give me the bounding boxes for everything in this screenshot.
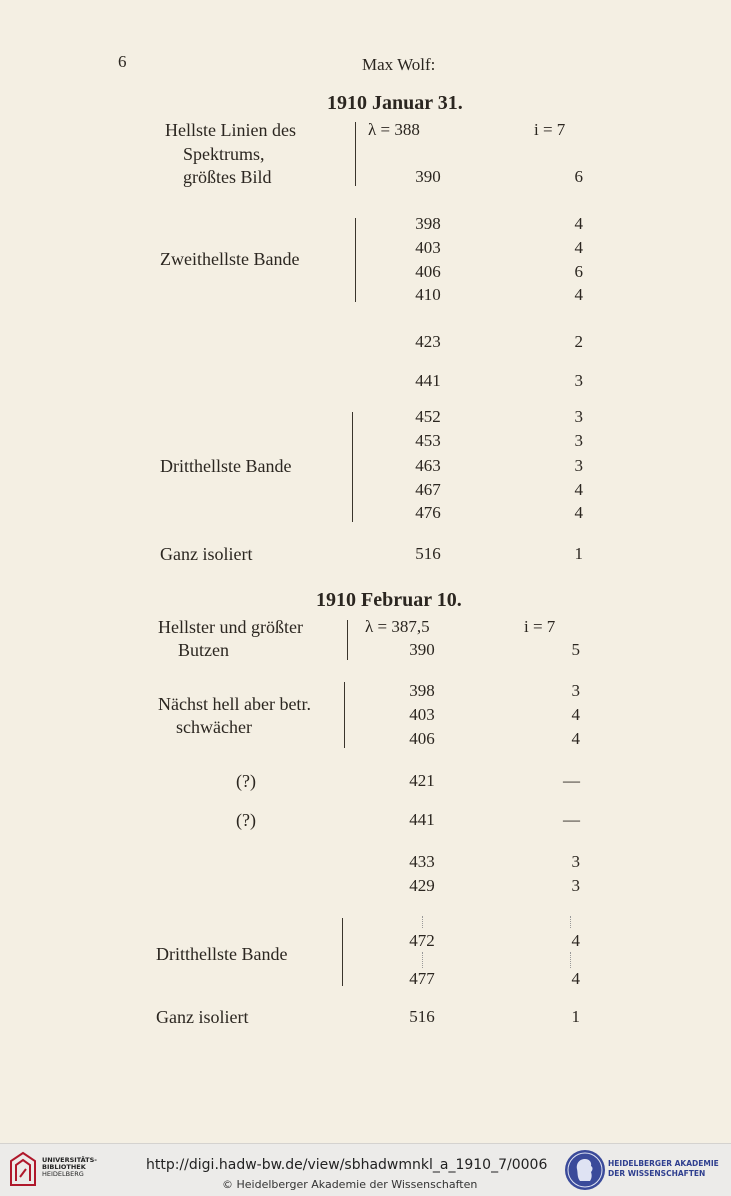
label-hellste-line2: Spektrums,: [183, 144, 265, 164]
intensity-value: —: [563, 771, 580, 790]
wavelength-value: 467: [415, 480, 441, 499]
wavelength-value: 441: [409, 810, 435, 829]
label-hellste-line1: Hellste Linien des: [165, 120, 296, 140]
wavelength-value: 452: [415, 407, 441, 426]
academy-name: HEIDELBERGER AKADEMIE DER WISSENSCHAFTEN: [608, 1159, 719, 1178]
wavelength-value: 516: [415, 544, 441, 563]
intensity-value: 4: [571, 705, 580, 724]
intensity-value: 2: [574, 332, 583, 351]
intensity-value: 5: [571, 640, 580, 659]
intensity-value: 4: [574, 285, 583, 304]
wavelength-value: 463: [415, 456, 441, 475]
intensity-value: 6: [574, 262, 583, 281]
label-ganz-isoliert-2: Ganz isoliert: [156, 1007, 249, 1027]
intensity-value: 4: [571, 931, 580, 950]
intensity-value: 4: [571, 969, 580, 988]
wavelength-value: 453: [415, 431, 441, 450]
intensity-value: 3: [574, 371, 583, 390]
intensity-value: 3: [571, 681, 580, 700]
intensity-value: —: [563, 810, 580, 829]
university-library-logo-icon: [8, 1151, 38, 1187]
wavelength-value: 410: [415, 285, 441, 304]
brace: [344, 682, 349, 748]
label-naechst-line2: schwächer: [176, 717, 252, 737]
intensity-value: 4: [574, 480, 583, 499]
dotted-mark: [570, 916, 571, 928]
wavelength-value: 398: [409, 681, 435, 700]
label-question-1: (?): [236, 771, 256, 791]
label-naechst-line1: Nächst hell aber betr.: [158, 694, 311, 714]
wavelength-value: 406: [415, 262, 441, 281]
intensity-value: 3: [574, 407, 583, 426]
intensity-value: 1: [571, 1007, 580, 1026]
brace: [342, 918, 347, 986]
dotted-mark: [422, 916, 423, 928]
wavelength-value: 476: [415, 503, 441, 522]
section2-lambda-header: λ = 387,5: [365, 617, 430, 636]
page-number: 6: [118, 52, 127, 71]
brace: [352, 412, 357, 522]
dotted-mark: [570, 952, 571, 968]
intensity-value: 4: [574, 214, 583, 233]
label-dritthellste: Dritthellste Bande: [160, 456, 292, 476]
label-hellster-line1: Hellster und größter: [158, 617, 303, 637]
label-ganz-isoliert: Ganz isoliert: [160, 544, 253, 564]
library-name: UNIVERSITÄTS- BIBLIOTHEK HEIDELBERG: [42, 1156, 97, 1178]
wavelength-value: 516: [409, 1007, 435, 1026]
wavelength-value: 403: [409, 705, 435, 724]
intensity-value: 4: [571, 729, 580, 748]
section1-heading: 1910 Januar 31.: [327, 92, 463, 114]
academy-seal-icon: [565, 1150, 605, 1190]
wavelength-value: 441: [415, 371, 441, 390]
wavelength-value: 403: [415, 238, 441, 257]
footer-bar: [0, 1143, 731, 1196]
wavelength-value: 421: [409, 771, 435, 790]
document-url[interactable]: http://digi.hadw-bw.de/view/sbhadwmnkl_a_1910_7/0006: [146, 1157, 548, 1173]
wavelength-value: 429: [409, 876, 435, 895]
intensity-value: 3: [574, 431, 583, 450]
intensity-value: 3: [574, 456, 583, 475]
dotted-mark: [422, 952, 423, 968]
intensity-value: 3: [571, 876, 580, 895]
intensity-value: 1: [574, 544, 583, 563]
brace: [347, 620, 352, 660]
label-hellster-line2: Butzen: [178, 640, 229, 660]
label-dritthellste-2: Dritthellste Bande: [156, 944, 288, 964]
label-question-2: (?): [236, 810, 256, 830]
intensity-value: 4: [574, 503, 583, 522]
wavelength-value: 472: [409, 931, 435, 950]
label-hellste-line3: größtes Bild: [183, 167, 272, 187]
label-zweithellste: Zweithellste Bande: [160, 249, 300, 269]
intensity-value: 3: [571, 852, 580, 871]
section2-heading: 1910 Februar 10.: [316, 589, 462, 611]
wavelength-value: 477: [409, 969, 435, 988]
running-title: Max Wolf:: [362, 55, 436, 74]
section1-lambda-header: λ = 388: [368, 120, 420, 139]
wavelength-value: 423: [415, 332, 441, 351]
wavelength-value: 390: [409, 640, 435, 659]
section2-i-header: i = 7: [524, 617, 556, 636]
wavelength-value: 433: [409, 852, 435, 871]
wavelength-value: 398: [415, 214, 441, 233]
copyright-text: © Heidelberger Akademie der Wissenschaften: [222, 1178, 478, 1191]
wavelength-value: 390: [415, 167, 441, 186]
section1-i-header: i = 7: [534, 120, 566, 139]
brace: [355, 122, 360, 186]
wavelength-value: 406: [409, 729, 435, 748]
intensity-value: 6: [574, 167, 583, 186]
brace: [355, 218, 360, 302]
intensity-value: 4: [574, 238, 583, 257]
